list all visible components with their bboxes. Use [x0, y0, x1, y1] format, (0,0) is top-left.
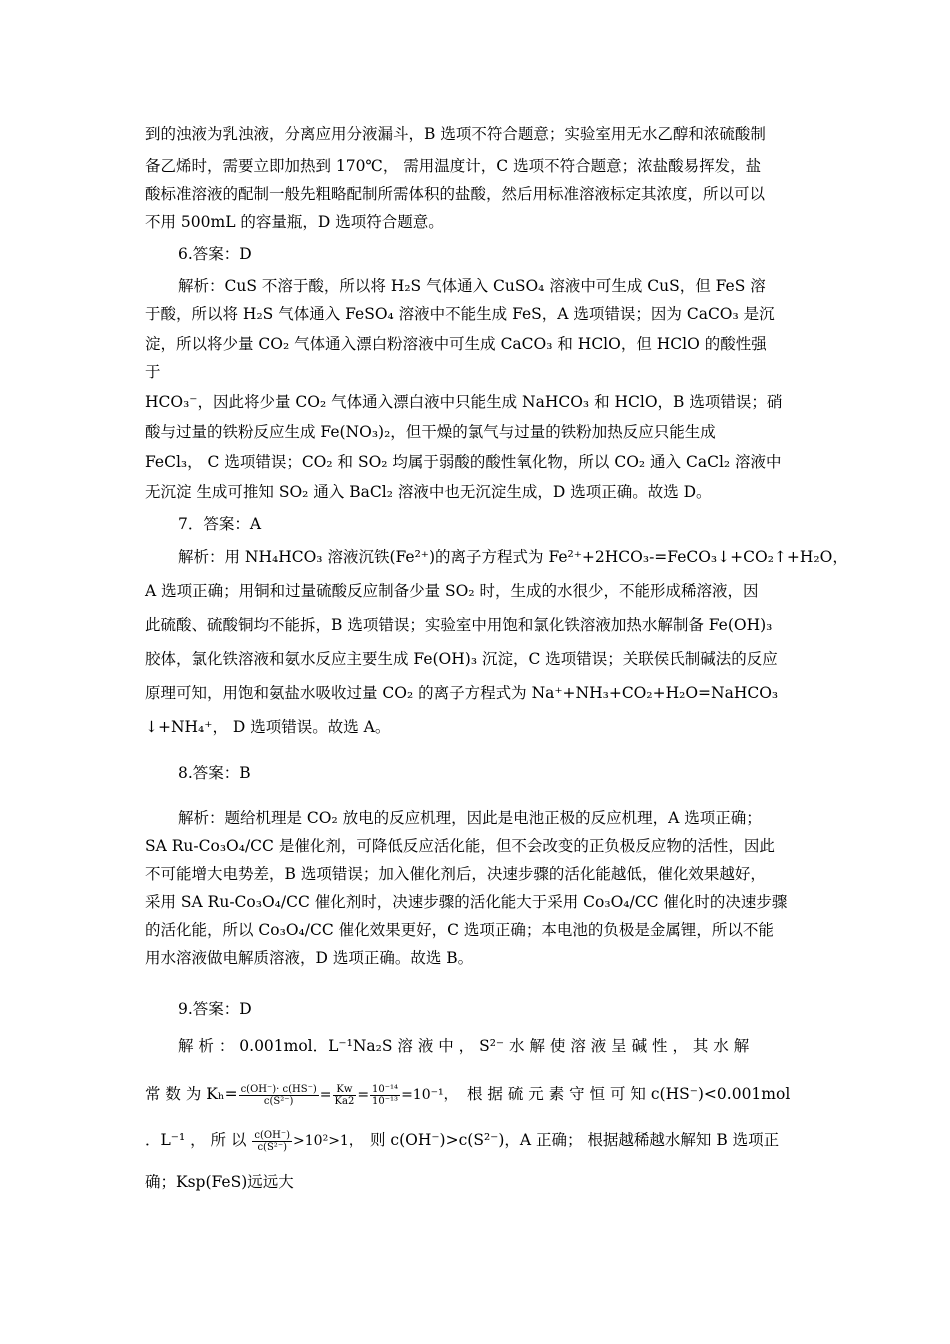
text-line: ↓+NH₄⁺， D 选项错误。故选 A。 — [145, 718, 391, 736]
text-line: A 选项正确；用铜和过量硫酸反应制备少量 SO₂ 时，生成的水很少，不能形成稀溶液，因 — [145, 582, 759, 600]
fraction-denominator: c(S²⁻) — [257, 1141, 287, 1153]
text-line: 解析：用 NH₄HCO₃ 溶液沉铁(Fe²⁺)的离子方程式为 Fe²⁺+2HCO₃-=FeCO₃↓+CO₂↑+H₂O， — [178, 548, 848, 566]
fraction-denominator: Ka2 — [334, 1095, 355, 1107]
text-line: 解 析 ： 0.001mol．L⁻¹Na₂S 溶 液 中 ， S²⁻ 水 解 使 溶 液 呈 碱 性 ， 其 水 解 — [178, 1037, 750, 1055]
text-line: FeCl₃， C 选项错误；CO₂ 和 SO₂ 均属于弱酸的酸性氧化物，所以 CO₂ 通入 CaCl₂ 溶液中 — [145, 453, 782, 471]
text-line: 的活化能，所以 Co₃O₄/CC 催化效果更好，C 选项正确；本电池的负极是金属锂，所以不能 — [145, 921, 774, 939]
formula-tail: 则 c(OH⁻)>c(S²⁻)，A 正确； 根据越稀越水解知 B 选项正 — [370, 1131, 780, 1149]
text-line: 酸标准溶液的配制一般先粗略配制所需体积的盐酸，然后用标准溶液标定其浓度，所以可以 — [145, 185, 766, 203]
text-line: 备乙烯时，需要立即加热到 170℃， 需用温度计，C 选项不符合题意；浓盐酸易挥发，盐 — [145, 157, 762, 175]
text-line: 确；Ksp(FeS)远远大 — [145, 1173, 294, 1191]
formula-line — [145, 1076, 810, 1112]
text-line: 此硫酸、硫酸铜均不能拆，B 选项错误；实验室中用饱和氯化铁溶液加热水解制备 Fe(OH)₃ — [145, 616, 773, 634]
text-line: 于酸，所以将 H₂S 气体通入 FeSO₄ 溶液中不能生成 FeS，A 选项错误；因为 CaCO₃ 是沉 — [145, 305, 775, 323]
text-line: 淀，所以将少量 CO₂ 气体通入漂白粉溶液中可生成 CaCO₃ 和 HClO，但 HClO 的酸性强 — [145, 335, 767, 353]
fraction-numerator: c(OH⁻)· c(HS⁻) — [240, 1083, 317, 1095]
equals-sign: = — [357, 1087, 370, 1103]
text-line: 胶体，氯化铁溶液和氨水反应主要生成 Fe(OH)₃ 沉淀，C 选项错误；关联侯氏制碱法的反应 — [145, 650, 778, 668]
answer-6-heading: 6.答案：D — [178, 245, 252, 263]
text-line: 解析：题给机理是 CO₂ 放电的反应机理，因此是电池正极的反应机理，A 选项正确； — [178, 809, 762, 827]
equals-sign: = — [319, 1087, 332, 1103]
text-line: 不用 500mL 的容量瓶，D 选项符合题意。 — [145, 213, 444, 231]
text-line: 解析：CuS 不溶于酸，所以将 H₂S 气体通入 CuSO₄ 溶液中可生成 CuS，但 FeS 溶 — [178, 277, 766, 295]
text-line: 原理可知，用饱和氨盐水吸收过量 CO₂ 的离子方程式为 Na⁺+NH₃+CO₂+H₂O=NaHCO₃ — [145, 684, 779, 702]
formula-prefix: 常 数 为 Kₕ= — [145, 1085, 238, 1103]
formula-result: =10⁻¹， — [401, 1087, 458, 1103]
text-line: 于 — [145, 363, 161, 381]
fraction-numerator: Kw — [333, 1084, 357, 1096]
fraction-denominator: c(S²⁻) — [263, 1095, 294, 1107]
answer-7-heading: 7．答案：A — [178, 515, 262, 533]
fraction-powers-of-ten — [370, 1084, 400, 1107]
text-line: 用水溶液做电解质溶液，D 选项正确。故选 B。 — [145, 949, 474, 967]
fraction-numerator: 10⁻¹⁴ — [372, 1083, 399, 1095]
formula-prefix: ．L⁻¹ ， 所 以 — [145, 1131, 247, 1149]
answer-9-heading: 9.答案：D — [178, 1000, 252, 1018]
answer-8-heading: 8.答案：B — [178, 764, 251, 782]
text-line: 无沉淀 生成可推知 SO₂ 通入 BaCl₂ 溶液中也无沉淀生成，D 选项正确。故选 D。 — [145, 483, 712, 501]
text-line: HCO₃⁻，因此将少量 CO₂ 气体通入漂白液中只能生成 NaHCO₃ 和 HClO，B 选项错误；硝 — [145, 393, 783, 411]
text-line: 酸与过量的铁粉反应生成 Fe(NO₃)₂，但干燥的氯气与过量的铁粉加热反应只能生成 — [145, 423, 716, 441]
text-line: SA Ru-Co₃O₄/CC 是催化剂，可降低反应活化能，但不会改变的正负极反应物的活性，因此 — [145, 837, 775, 855]
fraction-numerator: c(OH⁻) — [254, 1129, 291, 1141]
text-line: 到的浊液为乳浊液，分离应用分液漏斗，B 选项不符合题意；实验室用无水乙醇和浓硫酸制 — [145, 125, 766, 143]
fraction-denominator: 10⁻¹³ — [372, 1095, 399, 1107]
fraction-oh-hs-over-s — [239, 1084, 319, 1107]
formula-line — [145, 1122, 810, 1158]
fraction-oh-over-s — [252, 1130, 292, 1153]
formula-tail: 根 据 硫 元 素 守 恒 可 知 c(HS⁻)<0.001mol — [467, 1085, 791, 1103]
text-line: 采用 SA Ru-Co₃O₄/CC 催化剂时，决速步骤的活化能大于采用 Co₃O₄/CC 催化时的决速步骤 — [145, 893, 788, 911]
text-line: 不可能增大电势差，B 选项错误；加入催化剂后，决速步骤的活化能越低，催化效果越好， — [145, 865, 766, 883]
inequality: >10²>1， — [293, 1133, 363, 1149]
fraction-kw-over-ka2 — [333, 1084, 357, 1107]
